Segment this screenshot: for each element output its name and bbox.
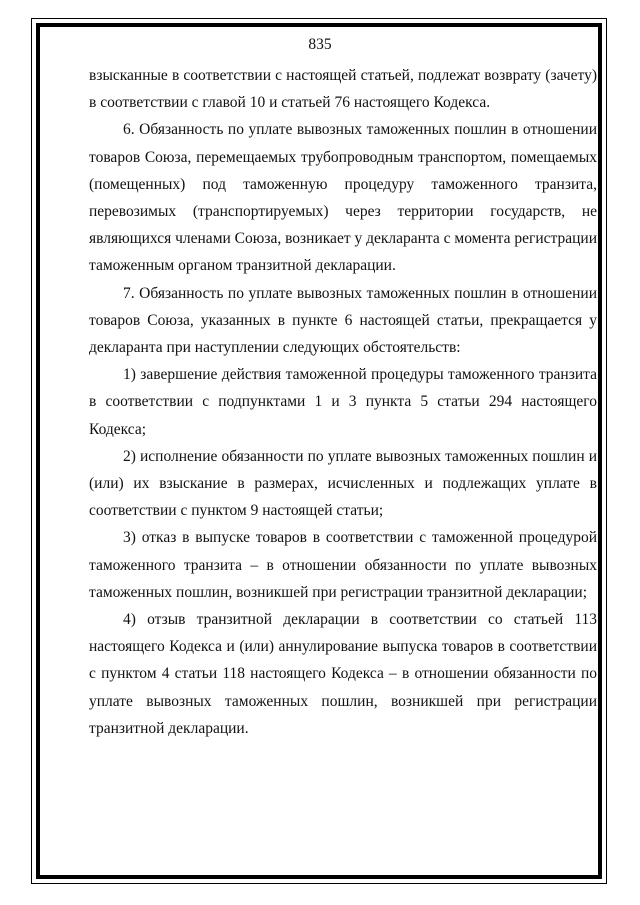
paragraph-item-6: 6. Обязанность по уплате вывозных таможенных пошлин в отношении товаров Союза, перемещаемых трубопроводным транспортом, помещаемых (помещенных) под таможенную процедуру таможенного транзита, перевозимых (транспортируемых) через территории государств, не являющихся членами Союза, возникает у декларанта с момента регистрации таможенным органом транзитной декларации.	[89, 121, 598, 275]
page-number: 835	[308, 36, 332, 53]
subitem-1: 1) завершение действия таможенной процедуры таможенного транзита в соответствии с подпунктами 1 и 3 пункта 5 статьи 294 настоящего Кодекса;	[89, 366, 597, 438]
subitem-2: 2) исполнение обязанности по уплате вывозных таможенных пошлин и (или) их взыскание в размерах, исчисленных и подлежащих уплате в соответствии с пунктом 9 настоящей статьи;	[89, 447, 597, 520]
subitem-3: 3) отказ в выпуске товаров в соответствии с таможенной процедурой таможенного транзита – в отношении обязанности по уплате вывозных таможенных пошлин, возникшей при регистрации транзитной декларации;	[89, 529, 597, 601]
paragraph-continuation: взысканные в соответствии с настоящей статьей, подлежат возврату (зачету) в соответствии с главой 10 и статьей 76 настоящего Кодекса.	[89, 67, 597, 112]
paragraph-item-7: 7. Обязанность по уплате вывозных таможенных пошлин в отношении товаров Союза, указанных в пункте 6 настоящей статьи, прекращается у декларанта при наступлении следующих обстоятельств:	[89, 284, 597, 357]
subitem-4: 4) отзыв транзитной декларации в соответствии со статьей 113 настоящего Кодекса и (или) аннулирование выпуска товаров в соответствии с пунктом 4 статьи 118 настоящего Кодекса – в отношении обязанности по уплате вывозных таможенных пошлин, возникшей при регистрации транзитной декларации.	[89, 611, 597, 737]
document-body	[89, 62, 597, 742]
